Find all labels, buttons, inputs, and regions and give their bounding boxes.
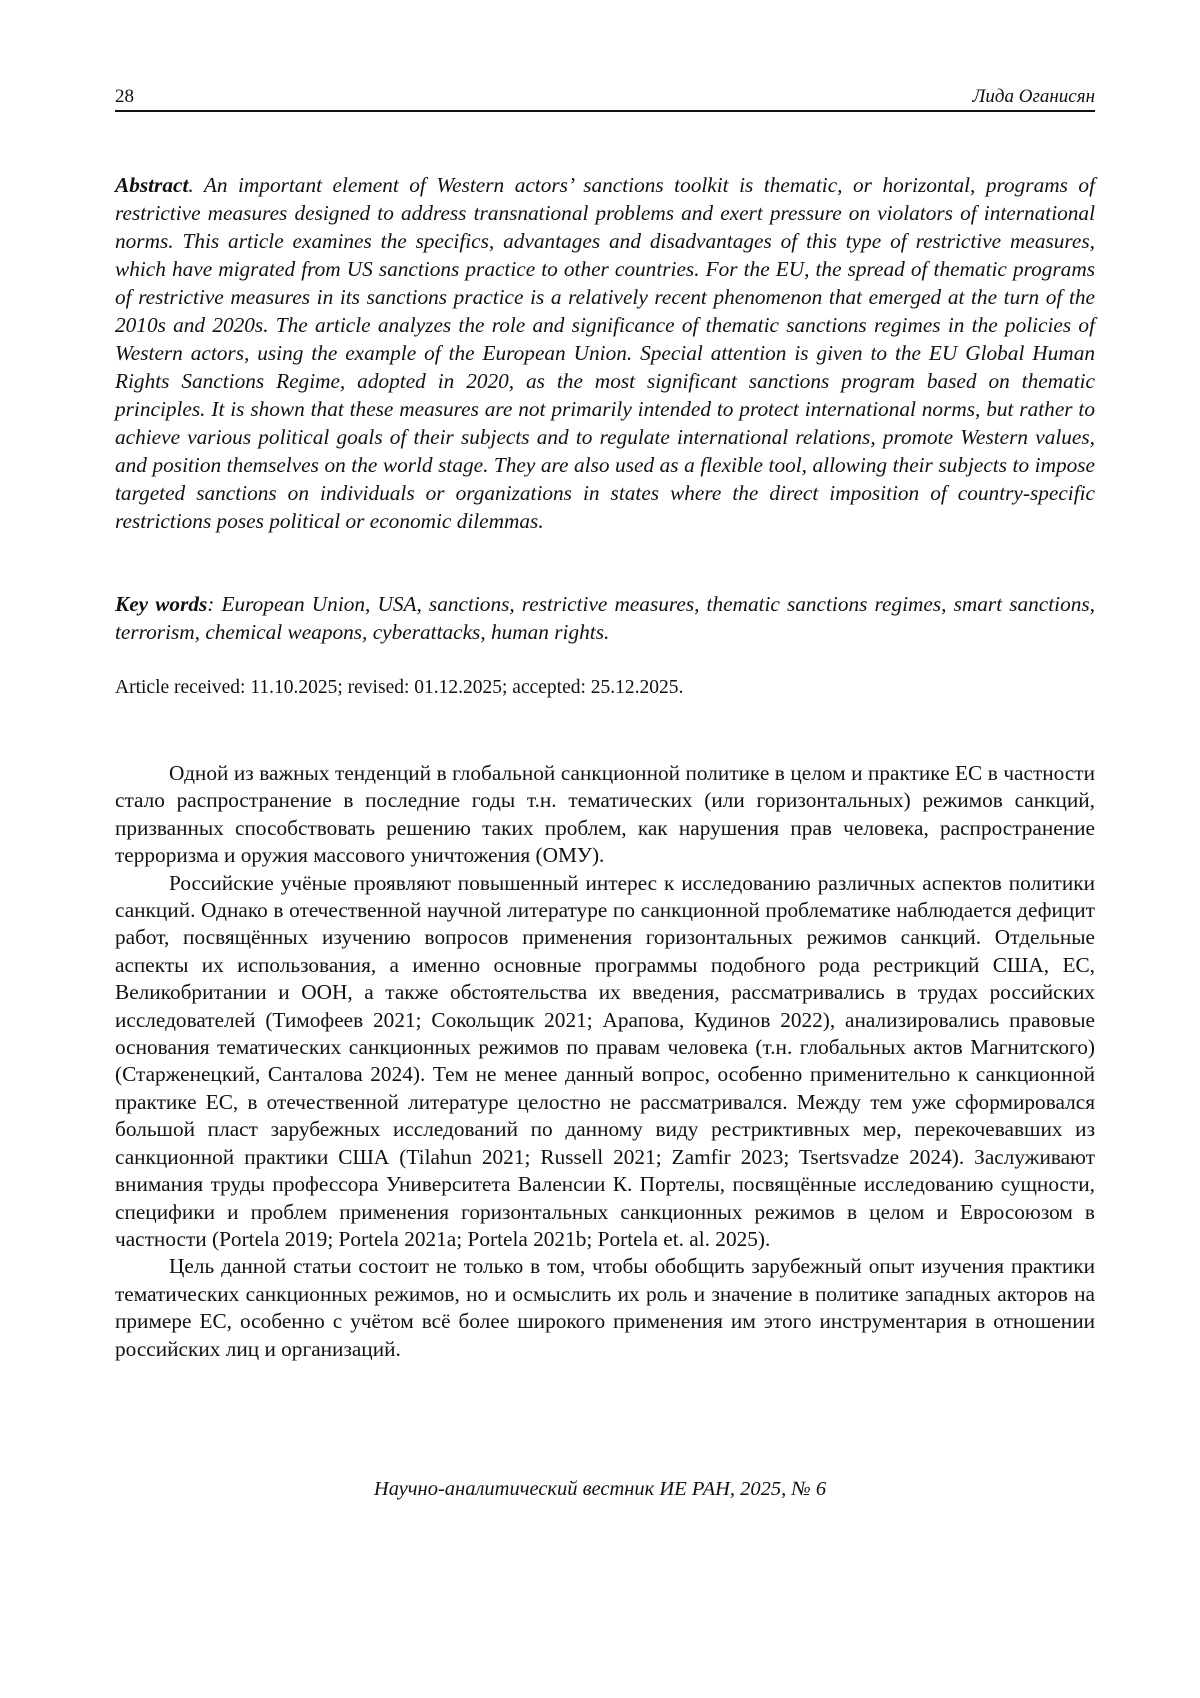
body-text bbox=[115, 760, 1095, 1363]
article-dates: Article received: 11.10.2025; revised: 01.12.2025; accepted: 25.12.2025. bbox=[115, 677, 684, 698]
body-paragraph: Российские учёные проявляют повышенный интерес к исследованию различных аспектов политики санкций. Однако в отечественной научной литературе по санкционной проблематике наблюдается дефицит работ, посвящённых изучению вопросов применения горизонтальных режимов санкций. Отдельные аспекты их использования, а именно основные программы подобного рода рестрикций США, ЕС, Великобритании и ООН, а также обстоятельства их введения, рассматривались в трудах российских исследователей (Тимофеев 2021; Сокольщик 2021; Арапова, Кудинов 2022), анализировались правовые основания тематических санкционных режимов по правам человека (т.н. глобальных актов Магнитского) (Старженецкий, Санталова 2024). Тем не менее данный вопрос, особенно применительно к санкционной практике ЕС, в отечественной литературе целостно не рассматривался. Между тем уже сформировался большой пласт зарубежных исследований по данному виду рестриктивных мер, перекочевавших из санкционной практики США (Tilahun 2021; Russell 2021; Zamfir 2023; Tsertsvadze 2024). Заслуживают внимания труды профессора Университета Валенсии К. Портелы, посвящённые исследованию сущности, специфики и проблем применения горизонтальных санкционных режимов в целом и Евросоюзом в частности (Portela 2019; Portela 2021a; Portela 2021b; Portela et. al. 2025). bbox=[115, 870, 1095, 1251]
page-number: 28 bbox=[115, 86, 134, 107]
abstract-text: . An important element of Western actors’ sanctions toolkit is thematic, or horizontal, programs of restrictive measures designed to address transnational problems and exert pressure on violators of international norms. This article examines the specifics, advantages and disadvantages of this type of restrictive measures, which have migrated from US sanctions practice to other countries. For the EU, the spread of thematic programs of restrictive measures in its sanctions practice is a relatively recent phenomenon that emerged at the turn of the 2010s and 2020s. The article analyzes the role and significance of thematic sanctions regimes in the policies of Western actors, using the example of the European Union. Special attention is given to the EU Global Human Rights Sanctions Regime, adopted in 2020, as the most significant sanctions program based on thematic principles. It is shown that these measures are not primarily intended to protect international norms, but rather to achieve various political goals of their subjects and to regulate international relations, promote Western values, and position themselves on the world stage. They are also used as a flexible tool, allowing their subjects to impose targeted sanctions on individuals or organizations in states where the direct imposition of country-specific restrictions poses political or economic dilemmas. bbox=[115, 173, 1095, 533]
keywords bbox=[115, 590, 1095, 646]
running-head-author: Лида Оганисян bbox=[972, 86, 1095, 107]
abstract-label: Abstract bbox=[115, 173, 189, 197]
body-paragraph: Одной из важных тенденций в глобальной санкционной политике в целом и практике ЕС в частности стало распространение в последние годы т.н. тематических (или горизонтальных) режимов санкций, призванных способствовать решению таких проблем, как нарушения прав человека, распространение терроризма и оружия массового уничтожения (ОМУ). bbox=[115, 761, 1095, 868]
body-paragraph: Цель данной статьи состоит не только в том, чтобы обобщить зарубежный опыт изучения практики тематических санкционных режимов, но и осмыслить их роль и значение в политике западных акторов на примере ЕС, особенно с учётом всё более широкого применения им этого инструментария в отношении российских лиц и организаций. bbox=[115, 1254, 1095, 1361]
running-head bbox=[115, 86, 1095, 112]
journal-footer: Научно-аналитический вестник ИЕ РАН, 2025, № 6 bbox=[373, 1478, 827, 1500]
keywords-text: : European Union, USA, sanctions, restrictive measures, thematic sanctions regimes, smart sanctions, terrorism, chemical weapons, cyberattacks, human rights. bbox=[115, 592, 1095, 644]
abstract bbox=[115, 171, 1095, 535]
keywords-label: Key words bbox=[115, 592, 208, 616]
